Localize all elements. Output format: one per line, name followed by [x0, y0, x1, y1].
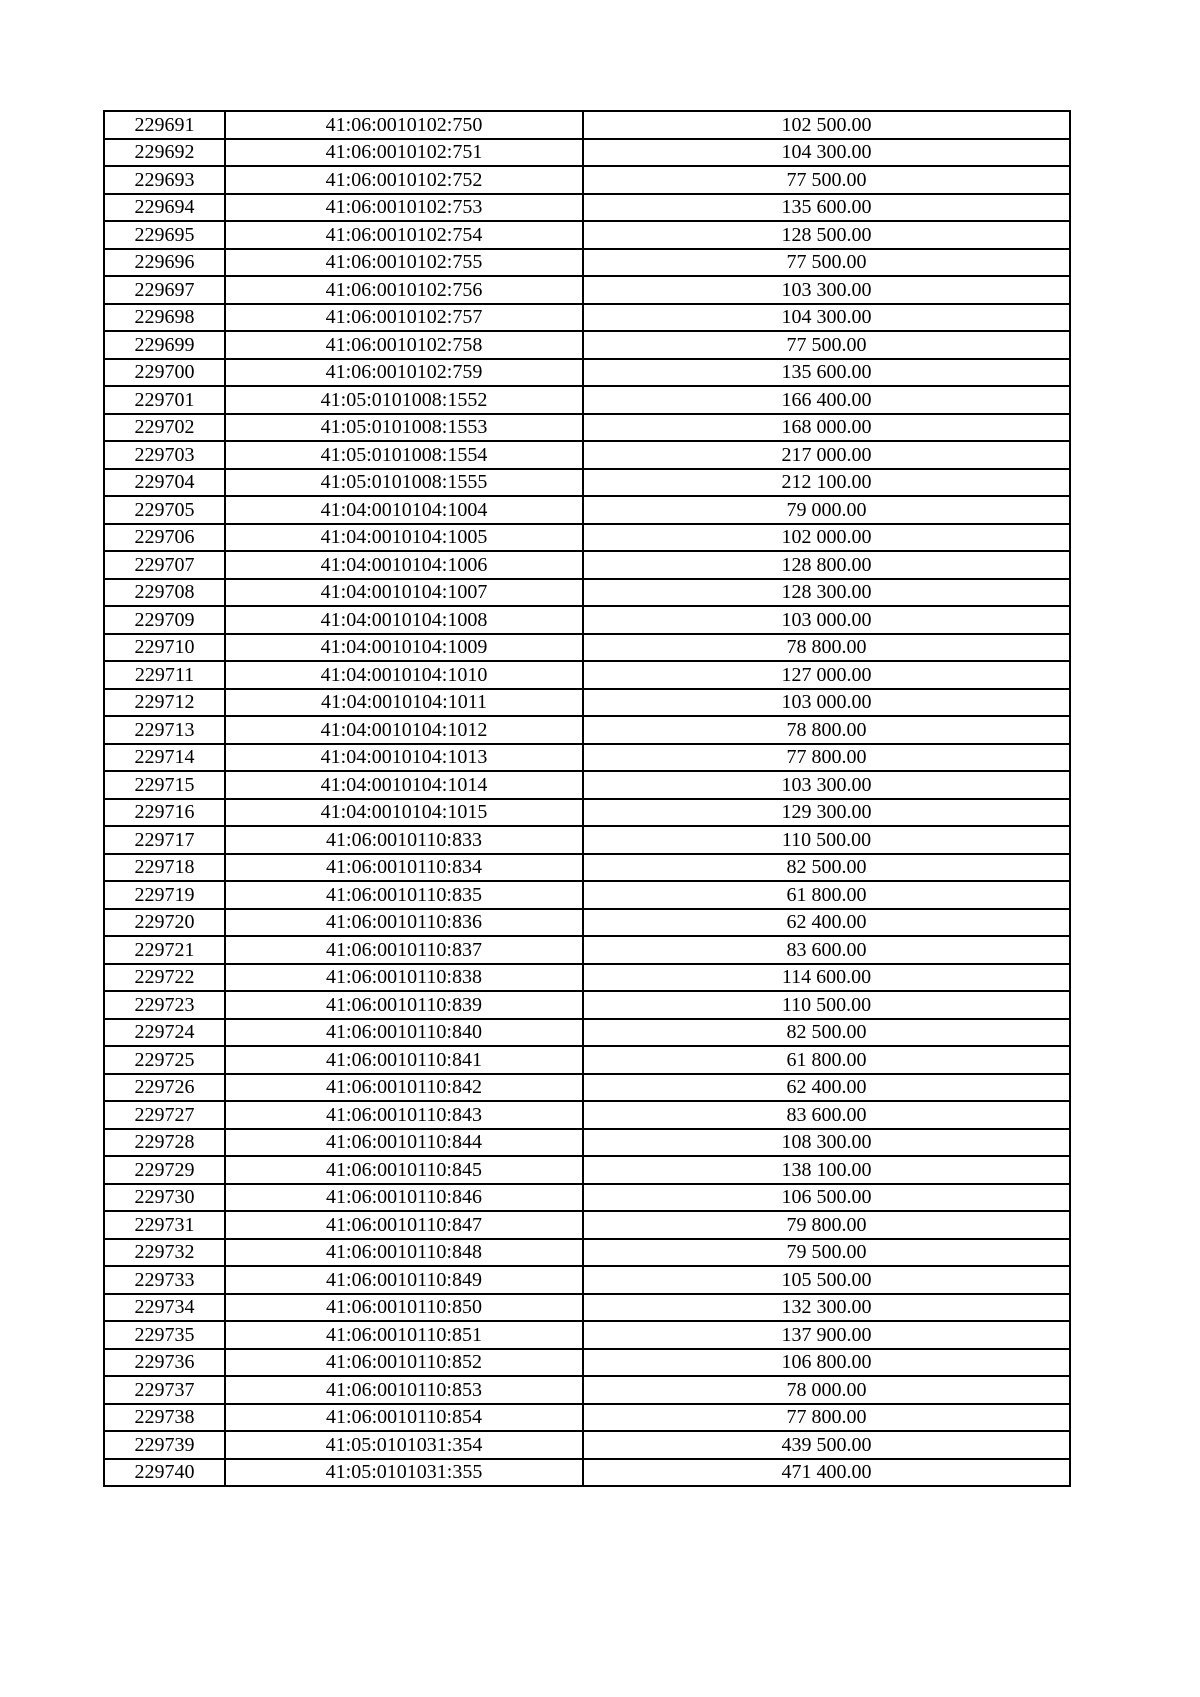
table-row [104, 414, 1070, 442]
row-number-cell: 229736 [104, 1349, 225, 1377]
cadastral-value-cell: 61 800.00 [583, 1046, 1070, 1074]
cadastral-number-cell: 41:06:0010110:852 [225, 1349, 583, 1377]
table-row [104, 1074, 1070, 1102]
cadastral-number-cell: 41:06:0010102:753 [225, 194, 583, 222]
table-row [104, 1431, 1070, 1459]
cadastral-number-cell: 41:06:0010102:750 [225, 111, 583, 139]
cadastral-value-cell: 103 300.00 [583, 276, 1070, 304]
cadastral-number-cell: 41:05:0101031:354 [225, 1431, 583, 1459]
table-row [104, 909, 1070, 937]
cadastral-value-cell: 82 500.00 [583, 854, 1070, 882]
table-row [104, 524, 1070, 552]
table-row [104, 606, 1070, 634]
table-row [104, 551, 1070, 579]
table-row [104, 386, 1070, 414]
cadastral-value-cell: 106 800.00 [583, 1349, 1070, 1377]
row-number-cell: 229702 [104, 414, 225, 442]
row-number-cell: 229705 [104, 496, 225, 524]
cadastral-value-cell: 78 000.00 [583, 1376, 1070, 1404]
cadastral-value-cell: 105 500.00 [583, 1266, 1070, 1294]
table-row [104, 331, 1070, 359]
table-row [104, 579, 1070, 607]
cadastral-number-cell: 41:06:0010110:850 [225, 1294, 583, 1322]
row-number-cell: 229695 [104, 221, 225, 249]
cadastral-value-cell: 128 300.00 [583, 579, 1070, 607]
row-number-cell: 229713 [104, 716, 225, 744]
cadastral-number-cell: 41:04:0010104:1015 [225, 799, 583, 827]
cadastral-value-cell: 106 500.00 [583, 1184, 1070, 1212]
row-number-cell: 229725 [104, 1046, 225, 1074]
row-number-cell: 229731 [104, 1211, 225, 1239]
cadastral-number-cell: 41:06:0010110:842 [225, 1074, 583, 1102]
cadastral-number-cell: 41:04:0010104:1011 [225, 689, 583, 717]
cadastral-value-cell: 128 500.00 [583, 221, 1070, 249]
cadastral-number-cell: 41:06:0010110:847 [225, 1211, 583, 1239]
cadastral-number-cell: 41:06:0010110:833 [225, 826, 583, 854]
row-number-cell: 229734 [104, 1294, 225, 1322]
row-number-cell: 229691 [104, 111, 225, 139]
table-row [104, 1101, 1070, 1129]
row-number-cell: 229730 [104, 1184, 225, 1212]
cadastral-value-cell: 168 000.00 [583, 414, 1070, 442]
row-number-cell: 229723 [104, 991, 225, 1019]
table-row [104, 1239, 1070, 1267]
cadastral-value-table [103, 110, 1071, 1487]
table-row [104, 1321, 1070, 1349]
table-row [104, 166, 1070, 194]
cadastral-number-cell: 41:06:0010102:755 [225, 249, 583, 277]
row-number-cell: 229733 [104, 1266, 225, 1294]
cadastral-value-cell: 83 600.00 [583, 1101, 1070, 1129]
row-number-cell: 229704 [104, 469, 225, 497]
table-row [104, 469, 1070, 497]
cadastral-value-cell: 110 500.00 [583, 991, 1070, 1019]
cadastral-value-cell: 79 000.00 [583, 496, 1070, 524]
table-row [104, 689, 1070, 717]
row-number-cell: 229732 [104, 1239, 225, 1267]
cadastral-number-cell: 41:04:0010104:1012 [225, 716, 583, 744]
row-number-cell: 229707 [104, 551, 225, 579]
table-row [104, 661, 1070, 689]
cadastral-number-cell: 41:05:0101008:1554 [225, 441, 583, 469]
table-row [104, 496, 1070, 524]
row-number-cell: 229737 [104, 1376, 225, 1404]
table-row [104, 441, 1070, 469]
row-number-cell: 229693 [104, 166, 225, 194]
row-number-cell: 229721 [104, 936, 225, 964]
cadastral-number-cell: 41:04:0010104:1007 [225, 579, 583, 607]
cadastral-number-cell: 41:04:0010104:1005 [225, 524, 583, 552]
cadastral-value-cell: 103 000.00 [583, 689, 1070, 717]
cadastral-number-cell: 41:05:0101008:1552 [225, 386, 583, 414]
row-number-cell: 229709 [104, 606, 225, 634]
cadastral-value-cell: 79 800.00 [583, 1211, 1070, 1239]
cadastral-value-cell: 62 400.00 [583, 1074, 1070, 1102]
row-number-cell: 229697 [104, 276, 225, 304]
cadastral-value-cell: 439 500.00 [583, 1431, 1070, 1459]
table-row [104, 1211, 1070, 1239]
row-number-cell: 229728 [104, 1129, 225, 1157]
cadastral-number-cell: 41:04:0010104:1013 [225, 744, 583, 772]
row-number-cell: 229706 [104, 524, 225, 552]
table-row [104, 854, 1070, 882]
row-number-cell: 229703 [104, 441, 225, 469]
cadastral-number-cell: 41:06:0010102:759 [225, 359, 583, 387]
cadastral-number-cell: 41:04:0010104:1006 [225, 551, 583, 579]
cadastral-value-cell: 77 500.00 [583, 166, 1070, 194]
cadastral-value-cell: 129 300.00 [583, 799, 1070, 827]
table-row [104, 881, 1070, 909]
cadastral-number-cell: 41:04:0010104:1004 [225, 496, 583, 524]
cadastral-value-cell: 82 500.00 [583, 1019, 1070, 1047]
cadastral-number-cell: 41:06:0010110:835 [225, 881, 583, 909]
table-row [104, 111, 1070, 139]
cadastral-number-cell: 41:06:0010110:845 [225, 1156, 583, 1184]
cadastral-value-cell: 78 800.00 [583, 634, 1070, 662]
cadastral-number-cell: 41:04:0010104:1009 [225, 634, 583, 662]
cadastral-value-cell: 166 400.00 [583, 386, 1070, 414]
cadastral-value-cell: 83 600.00 [583, 936, 1070, 964]
cadastral-value-cell: 104 300.00 [583, 139, 1070, 167]
table-row [104, 744, 1070, 772]
cadastral-value-cell: 102 000.00 [583, 524, 1070, 552]
table-row [104, 936, 1070, 964]
row-number-cell: 229710 [104, 634, 225, 662]
cadastral-number-cell: 41:06:0010110:853 [225, 1376, 583, 1404]
cadastral-value-cell: 102 500.00 [583, 111, 1070, 139]
cadastral-value-cell: 138 100.00 [583, 1156, 1070, 1184]
cadastral-number-cell: 41:06:0010110:834 [225, 854, 583, 882]
row-number-cell: 229698 [104, 304, 225, 332]
cadastral-number-cell: 41:06:0010110:841 [225, 1046, 583, 1074]
cadastral-value-cell: 217 000.00 [583, 441, 1070, 469]
row-number-cell: 229708 [104, 579, 225, 607]
table-row [104, 1129, 1070, 1157]
cadastral-number-cell: 41:06:0010102:751 [225, 139, 583, 167]
cadastral-number-cell: 41:04:0010104:1008 [225, 606, 583, 634]
table-row [104, 304, 1070, 332]
cadastral-value-cell: 108 300.00 [583, 1129, 1070, 1157]
cadastral-number-cell: 41:04:0010104:1010 [225, 661, 583, 689]
cadastral-value-cell: 137 900.00 [583, 1321, 1070, 1349]
table-row [104, 249, 1070, 277]
table-row [104, 221, 1070, 249]
row-number-cell: 229712 [104, 689, 225, 717]
table-row [104, 826, 1070, 854]
cadastral-value-cell: 110 500.00 [583, 826, 1070, 854]
cadastral-number-cell: 41:05:0101031:355 [225, 1459, 583, 1487]
cadastral-value-cell: 77 500.00 [583, 249, 1070, 277]
row-number-cell: 229701 [104, 386, 225, 414]
table-row [104, 716, 1070, 744]
row-number-cell: 229711 [104, 661, 225, 689]
row-number-cell: 229715 [104, 771, 225, 799]
row-number-cell: 229716 [104, 799, 225, 827]
cadastral-value-cell: 128 800.00 [583, 551, 1070, 579]
cadastral-value-cell: 78 800.00 [583, 716, 1070, 744]
row-number-cell: 229700 [104, 359, 225, 387]
cadastral-value-cell: 127 000.00 [583, 661, 1070, 689]
cadastral-value-cell: 77 800.00 [583, 744, 1070, 772]
cadastral-number-cell: 41:06:0010110:843 [225, 1101, 583, 1129]
table-row [104, 991, 1070, 1019]
cadastral-number-cell: 41:06:0010110:837 [225, 936, 583, 964]
cadastral-number-cell: 41:06:0010110:854 [225, 1404, 583, 1432]
row-number-cell: 229724 [104, 1019, 225, 1047]
table-row [104, 964, 1070, 992]
cadastral-value-cell: 61 800.00 [583, 881, 1070, 909]
row-number-cell: 229720 [104, 909, 225, 937]
cadastral-number-cell: 41:06:0010102:757 [225, 304, 583, 332]
row-number-cell: 229699 [104, 331, 225, 359]
cadastral-number-cell: 41:06:0010110:849 [225, 1266, 583, 1294]
cadastral-value-cell: 471 400.00 [583, 1459, 1070, 1487]
cadastral-value-cell: 103 000.00 [583, 606, 1070, 634]
cadastral-number-cell: 41:06:0010110:839 [225, 991, 583, 1019]
cadastral-number-cell: 41:04:0010104:1014 [225, 771, 583, 799]
table-row [104, 1376, 1070, 1404]
cadastral-number-cell: 41:06:0010102:754 [225, 221, 583, 249]
table-row [104, 1019, 1070, 1047]
cadastral-number-cell: 41:06:0010110:848 [225, 1239, 583, 1267]
table-row [104, 359, 1070, 387]
row-number-cell: 229727 [104, 1101, 225, 1129]
row-number-cell: 229739 [104, 1431, 225, 1459]
cadastral-number-cell: 41:05:0101008:1553 [225, 414, 583, 442]
row-number-cell: 229729 [104, 1156, 225, 1184]
cadastral-number-cell: 41:05:0101008:1555 [225, 469, 583, 497]
table-row [104, 799, 1070, 827]
cadastral-number-cell: 41:06:0010102:758 [225, 331, 583, 359]
cadastral-number-cell: 41:06:0010110:846 [225, 1184, 583, 1212]
row-number-cell: 229735 [104, 1321, 225, 1349]
table-row [104, 1294, 1070, 1322]
cadastral-number-cell: 41:06:0010110:851 [225, 1321, 583, 1349]
table-row [104, 1156, 1070, 1184]
table-row [104, 1046, 1070, 1074]
cadastral-value-cell: 77 500.00 [583, 331, 1070, 359]
row-number-cell: 229726 [104, 1074, 225, 1102]
row-number-cell: 229714 [104, 744, 225, 772]
cadastral-number-cell: 41:06:0010110:840 [225, 1019, 583, 1047]
row-number-cell: 229722 [104, 964, 225, 992]
cadastral-value-cell: 104 300.00 [583, 304, 1070, 332]
row-number-cell: 229694 [104, 194, 225, 222]
cadastral-number-cell: 41:06:0010102:756 [225, 276, 583, 304]
cadastral-value-cell: 132 300.00 [583, 1294, 1070, 1322]
cadastral-value-cell: 103 300.00 [583, 771, 1070, 799]
table-row [104, 1349, 1070, 1377]
cadastral-value-cell: 79 500.00 [583, 1239, 1070, 1267]
row-number-cell: 229738 [104, 1404, 225, 1432]
table-row [104, 771, 1070, 799]
row-number-cell: 229696 [104, 249, 225, 277]
row-number-cell: 229717 [104, 826, 225, 854]
table-row [104, 1184, 1070, 1212]
cadastral-number-cell: 41:06:0010110:836 [225, 909, 583, 937]
table-body [104, 111, 1070, 1486]
cadastral-value-cell: 62 400.00 [583, 909, 1070, 937]
table-row [104, 1404, 1070, 1432]
table-row [104, 194, 1070, 222]
row-number-cell: 229719 [104, 881, 225, 909]
cadastral-value-cell: 114 600.00 [583, 964, 1070, 992]
table-row [104, 1459, 1070, 1487]
cadastral-number-cell: 41:06:0010102:752 [225, 166, 583, 194]
row-number-cell: 229718 [104, 854, 225, 882]
cadastral-number-cell: 41:06:0010110:838 [225, 964, 583, 992]
cadastral-value-cell: 135 600.00 [583, 359, 1070, 387]
table-row [104, 634, 1070, 662]
cadastral-number-cell: 41:06:0010110:844 [225, 1129, 583, 1157]
table-row [104, 276, 1070, 304]
cadastral-value-cell: 135 600.00 [583, 194, 1070, 222]
row-number-cell: 229692 [104, 139, 225, 167]
table-row [104, 1266, 1070, 1294]
cadastral-value-cell: 212 100.00 [583, 469, 1070, 497]
cadastral-value-cell: 77 800.00 [583, 1404, 1070, 1432]
table-row [104, 139, 1070, 167]
row-number-cell: 229740 [104, 1459, 225, 1487]
